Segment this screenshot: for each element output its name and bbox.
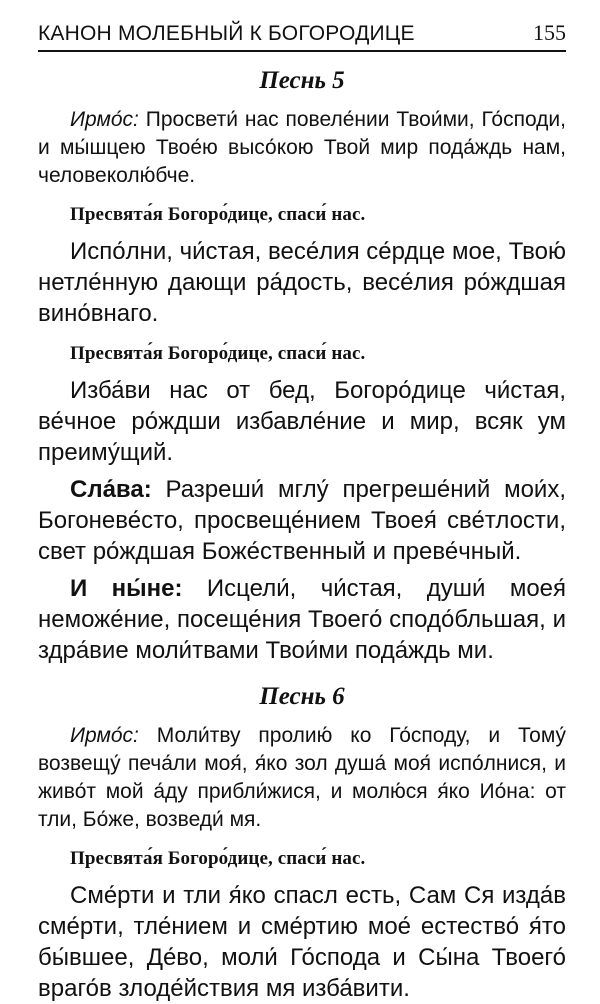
glory-text: Разреши́ мглу́ прегреше́ний мои́х, Богоневе́сто, просвеще́нием Твоея́ све́тлости, свет ро́ждшая Боже́ственный и преве́чный. — [38, 476, 566, 565]
glory-label: Сла́ва: — [70, 476, 152, 503]
irmos-label: Ирмо́с: — [70, 724, 139, 747]
song-6-irmos — [38, 722, 566, 834]
now-label: И ны́не: — [70, 575, 183, 602]
now-troparion — [38, 573, 566, 666]
troparion: Сме́рти и тли я́ко спасл есть, Сам Ся изда́в сме́рти, тле́нием и сме́ртию мое́ естество́ я́то бы́вшее, Де́во, моли́ Го́спода и Сы́на Твоего́ враго́в злоде́йствия мя изба́вити. — [38, 882, 566, 1002]
page-content — [38, 64, 566, 1004]
irmos-text: Моли́тву пролию́ ко Го́споду, и Тому́ возвещу́ печа́ли моя́, я́ко зол душа́ моя́ испо́лнися, и живо́т мой а́ду прибли́жися, и молю́ся я́ко Ио́на: от тли, Бо́же, возведи́ мя. — [38, 724, 567, 831]
page-number: 155 — [533, 20, 566, 45]
running-title: КАНОН МОЛЕБНЫЙ К БОГОРОДИЦЕ — [38, 22, 415, 45]
song-5-irmos — [38, 106, 566, 190]
refrain: Пресвята́я Богоро́дице, спаси́ нас. — [70, 848, 366, 869]
glory-troparion — [38, 474, 566, 567]
now-text: Исцели́, чи́стая, души́ моея́ неможе́ние, посеще́ния Твоего́ сподо́бльшая, и здра́вие моли́твами Твои́ми пода́ждь ми. — [38, 575, 567, 664]
refrain: Пресвята́я Богоро́дице, спаси́ нас. — [70, 204, 366, 225]
irmos-label: Ирмо́с: — [70, 108, 139, 131]
irmos-text: Просвети́ нас повеле́нии Твои́ми, Го́споди, и мы́шцею Твое́ю высо́кою Твой мир пода́ждь нам, человеколю́бче. — [38, 108, 566, 187]
troparion: Изба́ви нас от бед, Богоро́дице чи́стая, ве́чное ро́ждши избавле́ние и мир, всяк ум преиму́щий. — [38, 377, 566, 466]
song-5-title: Песнь 5 — [259, 67, 345, 94]
troparion: Испо́лни, чи́стая, весе́лия се́рдце мое, Твою́ нетле́нную дающи ра́дость, весе́лия ро́ждшая вино́внаго. — [38, 238, 566, 327]
song-6-title: Песнь 6 — [259, 683, 345, 710]
running-header — [38, 20, 566, 52]
refrain: Пресвята́я Богоро́дице, спаси́ нас. — [70, 343, 366, 364]
